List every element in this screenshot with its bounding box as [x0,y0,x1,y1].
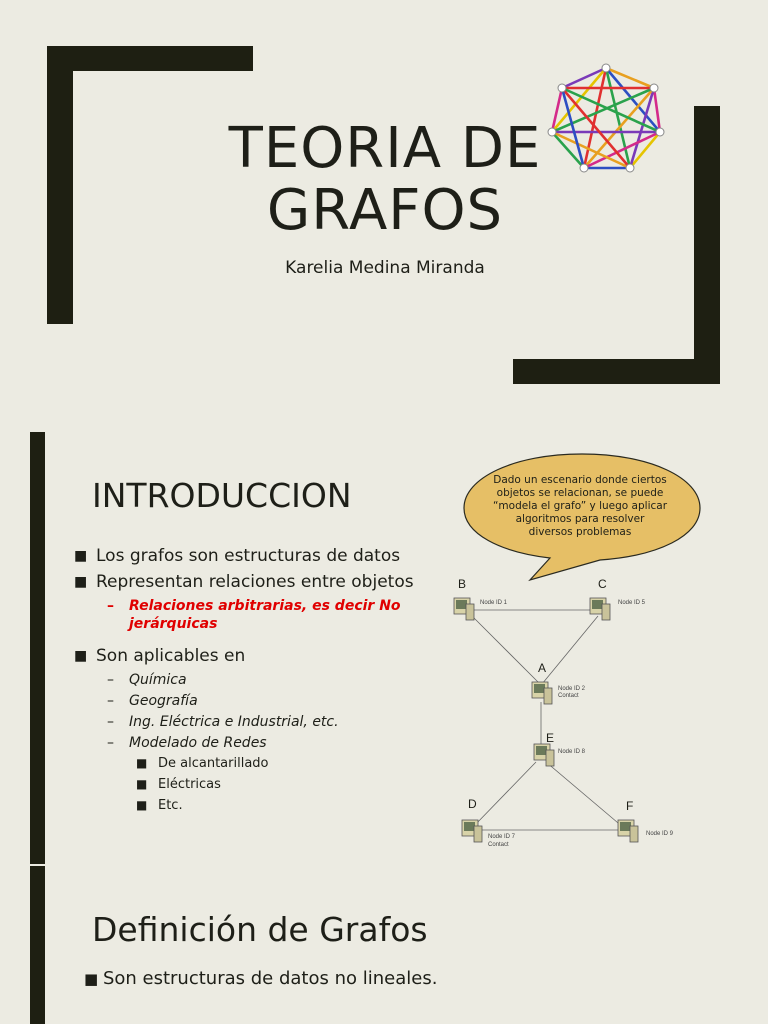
spacer [74,636,444,644]
computer-node-e [534,744,554,766]
node-sublabel: Contact [488,842,509,848]
application-item: – Química [107,671,444,689]
network-item: ■ De alcantarillado [136,755,444,773]
highlighted-subbullet: – Relaciones arbitrarias, es decir No jerárquicas [107,597,444,633]
title-line-2: GRAFOS [266,178,504,243]
slide2-left-bar [30,432,45,864]
callout-text: Dado un escenario donde ciertos objetos se relacionan, se puede “modela el grafo” y luego aplicar algoritmos para resolver diversos problemas [492,474,668,538]
title-slide [0,0,768,432]
frame-bar-top-left-v [47,46,73,324]
bullet-item: ■ Los grafos son estructuras de datos [74,544,444,568]
title-line-1: TEORIA DE [228,116,542,181]
bullet-item: ■ Son aplicables en [74,644,444,668]
network-item: ■ Etc. [136,797,444,815]
node-label: Node ID 2 [558,686,586,692]
node-label: Node ID 8 [558,749,586,755]
slide3-left-bar [30,866,45,1024]
author-name: Karelia Medina Miranda [285,258,485,278]
node-sublabel: Contact [558,693,579,699]
network-diagram [448,572,698,858]
introduction-bullets [74,544,444,818]
frame-bar-bottom-right-v [694,106,720,384]
node-letter: C [598,577,607,591]
definition-heading: Definición de Grafos [92,910,428,949]
computer-node-b [454,598,474,620]
bullet-item: ■ Representan relaciones entre objetos [74,570,444,594]
node-label: Node ID 5 [618,600,646,606]
complete-graph-logo [546,62,670,178]
application-item: – Modelado de Redes [107,734,444,752]
definition-slide [0,866,768,1024]
node-letter: A [538,661,547,675]
slide-title [180,118,590,242]
node-letter: B [458,577,467,591]
node-letter: D [468,797,477,811]
introduction-heading: INTRODUCCION [92,476,352,515]
frame-bar-bottom-right-h [513,359,720,384]
network-item: ■ Eléctricas [136,776,444,794]
node-letter: F [626,799,634,813]
computer-node-c [590,598,610,620]
computer-node-a [532,682,552,704]
node-label: Node ID 1 [480,600,508,606]
node-label: Node ID 7 [488,834,516,840]
node-label: Node ID 9 [646,831,674,837]
node-letter: E [546,731,555,745]
computer-node-f [618,820,638,842]
application-item: – Geografía [107,692,444,710]
definition-bullet: ■ Son estructuras de datos no lineales. [84,968,437,989]
frame-bar-top-left-h [47,46,253,71]
application-item: – Ing. Eléctrica e Industrial, etc. [107,713,444,731]
computer-node-d [462,820,482,842]
